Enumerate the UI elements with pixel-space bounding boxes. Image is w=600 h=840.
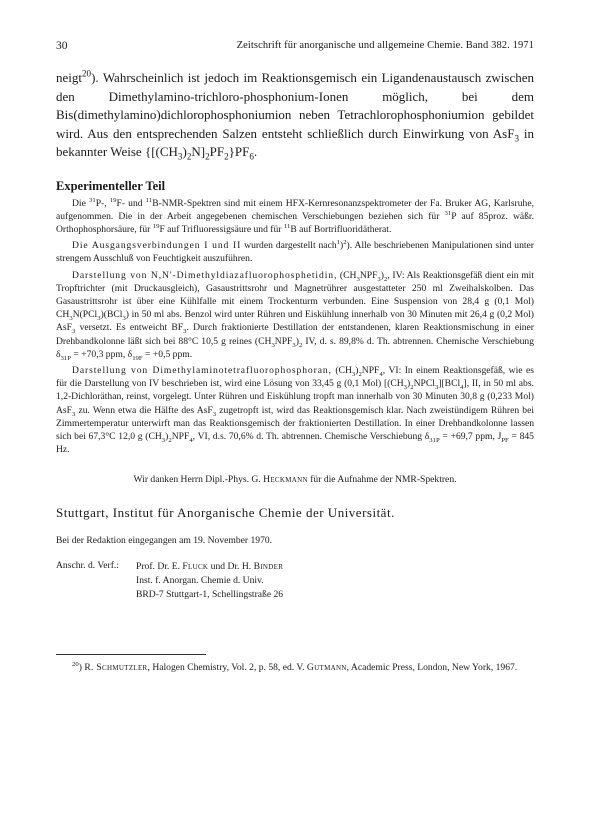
author-name-2: Binder [253,561,284,573]
author-address [56,560,534,602]
acknowledgement [56,474,534,485]
acknowledged-person: Heckmann [263,474,308,486]
address-line-1-prefix: Prof. Dr. E. [136,561,183,573]
footnote-author: R. Schmutzler [84,662,148,674]
footnote-text: , Halogen Chemistry, Vol. 2, p. 58, ed. V. [147,662,307,674]
received-date: Bei der Redaktion eingegangen am 19. November 1970. [56,535,273,547]
address-line-1 [136,560,283,574]
page [56,40,534,675]
address-line-3: BRD-7 Stuttgart-1, Schellingstraße 26 [136,589,284,601]
address-label: Anschr. d. Verf.: [56,560,119,572]
author-name-1: Fluck [182,561,209,573]
nmr-paragraph: Die $^{31}$P-, $^{19}$F- und $^{11}$B-NMR-Spektren sind mit einem HFX-Kernresonanzspektrometer der Fa. Bruker AG, Karlsruhe, aufgenommen. Die in der Arbeit angegebenen chemischen Verschiebungen beziehen sich für $^{31}$P auf 85proz. wäßr. Orthophosphorsäure, für $^{19}$F auf Trifluoressigsäure und für $^{11}$B auf Bortrifluoridätherat. [56,196,535,235]
address-line-1-middle: und Dr. H. [208,561,254,573]
address-lines [136,560,283,602]
running-header [56,40,534,56]
affiliation: Stuttgart, Institut für Anorganische Chemie der Universität. [56,505,395,521]
page-number: 30 [56,40,68,52]
starting-compounds-paragraph: Die Ausgangsverbindungen I und II wurden dargestellt nach$^1$)$^2$). Alle beschriebenen Manipulationen sind unter strengem Ausschluß von Feuchtigkeit auszuführen. [56,238,534,265]
footnote-separator [56,654,206,655]
journal-title: Zeitschrift für anorganische und allgemeine Chemie. Band 382. 1971 [236,40,534,51]
section-heading: Experimenteller Teil [56,178,166,193]
preparation-iv-paragraph: Darstellung von N,N'-Dimethyldiazafluorophosphetidin, $(CH_3NPF_3)_2$, IV: Als Reaktionsgefäß dient ein mit Tropftrichter (mit Druckausgleich), Gasaustrittsrohr und Magnetrührer ausgestatteter 250 ml Zweihalskolben. Das Gasaustrittsrohr ist über eine Kühlfalle mit einem Trockenturm verbunden. Eine Suspension von 28,4 g (0,1 Mol) $CH_3N(PCl_3)(BCl_3)$ in 50 ml abs. Benzol wird unter Rühren und Eiskühlung innerhalb von 30 Minuten mit 26,4 g (0,2 Mol) AsF$_3$ versetzt. Es entweicht $BF_3$. Durch fraktionierte Destillation der entstandenen, klaren Reaktionsmischung in einer Drehbandkolonne läßt sich bei 88°C 10,5 g reines $(CH_3NPF_3)_2$ IV, d. s. 89,8% d. Th. abtrennen. Chemische Verschiebung $\delta_{31P} = +70,3$ ppm, $\delta_{19F} = +0,5$ ppm. [56,269,535,362]
footnote-marker: 20 [72,661,79,669]
intro-paragraph: neigt$^{20}$). Wahrscheinlich ist jedoch im Reaktionsgemisch ein Ligandenaustausch zwischen den Dimethylamino-trichloro-phosphonium-Ionen möglich, bei dem Bis(dimethylamino)dichlorophosphoniumion neben Tetrachlorophosphoniumion gebildet wird. Aus den entsprechenden Salzen entsteht schließlich durch Einwirkung von AsF$_3$ in bekannter Weise $\{[(CH_3)_2N]_2PF_2\}PF_6$. [56,68,534,162]
footnote: $^{20}$) R. Schmutzler, Halogen Chemistry, Vol. 2, p. 58, ed. V. Gutmann, Academic Press, London, New York, 1967. [72,661,518,674]
acknowledgement-text-end: für die Aufnahme der NMR-Spektren. [307,474,457,486]
footnote-editor: Gutmann [306,662,347,674]
address-line-2: Inst. f. Anorgan. Chemie d. Univ. [136,575,264,587]
footnote-text-end: , Academic Press, London, New York, 1967. [346,662,518,674]
preparation-vi-paragraph: Darstellung von Dimethylaminotetrafluorophosphoran, $(CH_3)_2NPF_4$, VI: In einem Reaktionsgefäß, wie es für die Darstellung von IV beschrieben ist, wird eine Lösung von 33,45 g (0,1 Mol) $[(CH_3)_2NPCl_3][BCl_4]$, II, in 50 ml abs. 1,2-Dichloräthan, reinst, vorgelegt. Unter Rühren und Eiskühlung tropft man innerhalb von 30 Minuten 30,8 g (0,233 Mol) AsF$_3$ zu. Wenn etwa die Hälfte des AsF$_3$ zugetropft ist, wird das Reaktionsgemisch klar. Nach zweistündigem Rühren bei Zimmertemperatur unterwirft man das Reaktionsgemisch der fraktionierten Destillation. In einer Drehbandkolonne lassen sich bei 67,3°C 12,0 g $(CH_3)_2NPF_4$, VI, d.s. 70,6% d. Th. abtrennen. Chemische Verschiebung $\delta_{31P} = +69,7$ ppm, $J_{PF} = 845$ Hz. [56,364,534,456]
acknowledgement-text: Wir danken Herrn Dipl.-Phys. G. [133,474,264,486]
